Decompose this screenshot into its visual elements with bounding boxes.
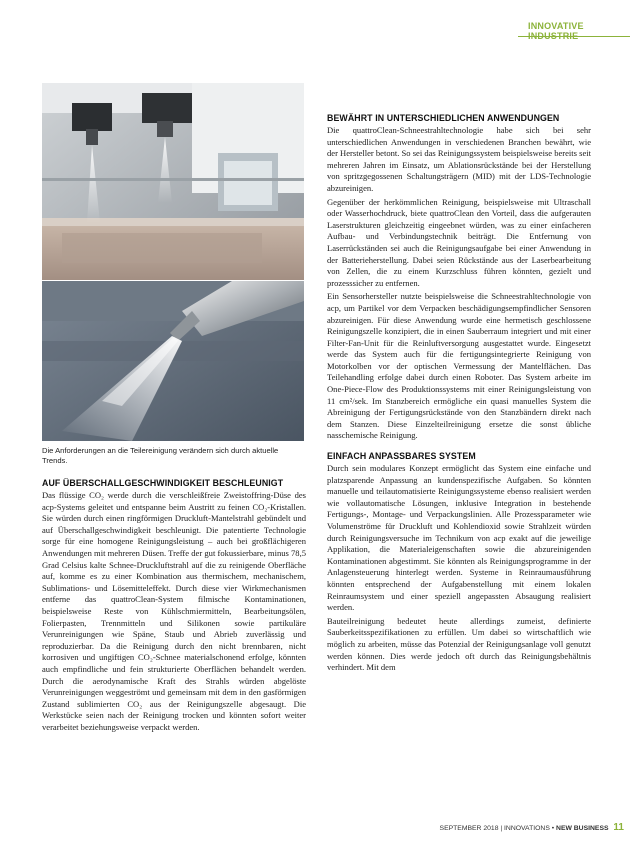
right-paragraph-1: Die quattroClean-Schneestrahltechnologie habe sich bei sehr unterschiedlichen Anwendungen in verschiedenen Branchen bewährt, wie der Hersteller betont. So sei das Reinigungssystem beispielsweise bereits seit mehreren Jahren im Einsatz, um Ablationsrückstände bei der Herstellung von spritzgegossenen Schaltungsträgern (MID) mit der LDS-Technologie abzureinigen. <box>327 125 591 193</box>
page-footer <box>440 822 624 833</box>
section-tag <box>518 18 630 41</box>
footer-date: SEPTEMBER 2018 <box>439 825 499 832</box>
page-number: 11 <box>613 822 624 833</box>
top-photo <box>42 83 304 280</box>
right-paragraph-3: Ein Sensorhersteller nutzte beispielsweise die Schneestrahltechnologie von acp, um Partikel vor dem Verpacken beschädigungsempfindlicher Sensoren abzureinigen. Für diese Anwendung wurde eine hermetisch geschlossene Reinigungszelle konzipiert, die in einen Sauberraum integriert und mit einer Filter-Fan-Unit für die Reinluftversorgung ausgestattet wurde. Eingesetzt werde das System auch für die fertigungsintegrierte Reinigung von Motorkolben vor der optischen Vermessung der Mantelflächen. Das Teilehandling erfolge dabei durch einen Roboter. Das System arbeite im One-Piece-Flow des Produktionssystems mit einer Reinigungsleistung von 11 cm²/sek. Im Stanzbereich ermögliche ein quasi manuelles System die Abreinigung der Fertigungsrückstände von den Stanzbändern direkt nach dem Stanzen. Diese Einzelteilreinigung ersetze die sonst übliche nasschemische Reinigung. <box>327 291 591 441</box>
right-paragraph-2: Gegenüber der herkömmlichen Reinigung, beispielsweise mit Ultraschall oder Wasserhochdruck, biete quattroClean den Vorteil, dass die aufgerauten Laserstrukturen gleichzeitig eingeebnet würden, was zu einer einfacheren Aufbau- und Verbindungstechnik beiträgt. Die Entfernung von Laserrückständen sei auch die Reinigungsaufgabe bei einer Anwendung in der Batterieherstellung. Dabei seien Rückstände aus der Laserbearbeitung von Zellen, die zu einem Kurzschluss führen könnten, gezielt und prozesssicher zu entfernen. <box>327 196 591 288</box>
left-heading: AUF ÜBERSCHALLGESCHWINDIGKEIT BESCHLEUNIGT <box>42 478 284 488</box>
right-paragraph-5: Bauteilreinigung bedeutet heute allerdings zumeist, definierte Sauberkeitsspezifikationen zu erfüllen. Um dabei so wirtschaftlich wie möglich zu arbeiten, müsse das Potenzial der Reinigungsanlage voll genutzt werden können. Dies werde jedoch oft durch das Reinigungsbehältnis verhindert. Mit dem <box>327 615 591 673</box>
footer-separator: | <box>500 825 503 832</box>
left-paragraph: Das flüssige CO₂ werde durch die verschleißfreie Zweistoffring-Düse des acp-Systems geleitet und entspanne beim Austritt zu feinen CO₂-Kristallen. Sie würden durch einen ringförmigen Druckluft-Mantelstrahl gebündelt und auf Überschallgeschwindigkeit beschleunigt. Die patentierte Technologie sorge für eine homogene Reinigungsleistung – auch bei großflächigeren Anwendungen mit mehreren Düsen. Treffe der gut fokussierbare, minus 78,5 Grad Celsius kalte Schnee-Druckluftstrahl auf die zu reinigende Oberfläche auf, komme es zu einer Kombination aus thermischem, mechanischem, Sublimations- und Lösemitteleffekt. Durch diese vier Wirkmechanismen entferne das quattroClean-System filmische Kontaminationen, beispielsweise Reste von Kühlschmiermitteln, Bearbeitungsölen, Folierpasten, Trennmitteln und Silikonen sowie partikuläre Verunreinigungen wie Späne, Staub und Abrieb zuverlässig und reproduzierbar. Da die Reinigung durch den nicht brennbaren, nicht korrosiven und ungiftigen CO₂-Schnee materialschonend erfolge, könnten auch empfindliche und fein strukturierte Oberflächen behandelt werden. Durch die aerodynamische Kraft des Strahls würden abgelöste Verunreinigungen weggeströmt und gemeinsam mit dem in den gasförmigen Zustand sublimierten CO₂ aus der Reinigungszelle abgesaugt. Die Werkstücke seien nach der Reinigung trocken und könnten sofort weiter verarbeitet beziehungsweise verpackt werden. <box>42 490 306 732</box>
left-column <box>42 478 306 735</box>
section-tag-label: INNOVATIVE INDUSTRIE <box>528 21 584 41</box>
bottom-photo <box>42 281 304 441</box>
photo-caption: Die Anforderungen an die Teilereinigung verändern sich durch aktuelle Trends. <box>42 446 279 465</box>
footer-magazine: INNOVATIONS <box>504 825 550 832</box>
footer-bullet: • <box>551 825 555 832</box>
right-paragraph-4: Durch sein modulares Konzept ermöglicht das System eine einfache und platzsparende Anpassung an kundenspezifische Aufgaben. So könnten manuelle und teilautomatisierte Reinigungssysteme ebenso realisiert werden wie vollautomatische Lösungen, inklusive Integration in bestehende Fertigungs-, Montage- und Verpackungslinien. Alle Prozessparameter wie Volumenströme für Druckluft und Kohlendioxid sowie Strahlzeit würden durch Reinigungsversuche im Technikum von acp exakt auf die jeweilige Applikation, die Materialeigenschaften sowie die abzureinigenden Kontaminationen abgestimmt. Sie könnten als Reinigungsprogramme in der Anlagensteuerung hinterlegt werden. Systeme in Reinraumausführung könnten entsprechend der Aufgabenstellung mit einem lokalen Reinraumsystem und einer speziell angepassten Absaugung realisiert werden. <box>327 463 591 613</box>
right-heading-2: EINFACH ANPASSBARES SYSTEM <box>327 451 476 462</box>
footer-brand: NEW BUSINESS <box>556 825 609 832</box>
right-heading-1: BEWÄHRT IN UNTERSCHIEDLICHEN ANWENDUNGEN <box>327 113 560 123</box>
right-column <box>327 113 591 676</box>
